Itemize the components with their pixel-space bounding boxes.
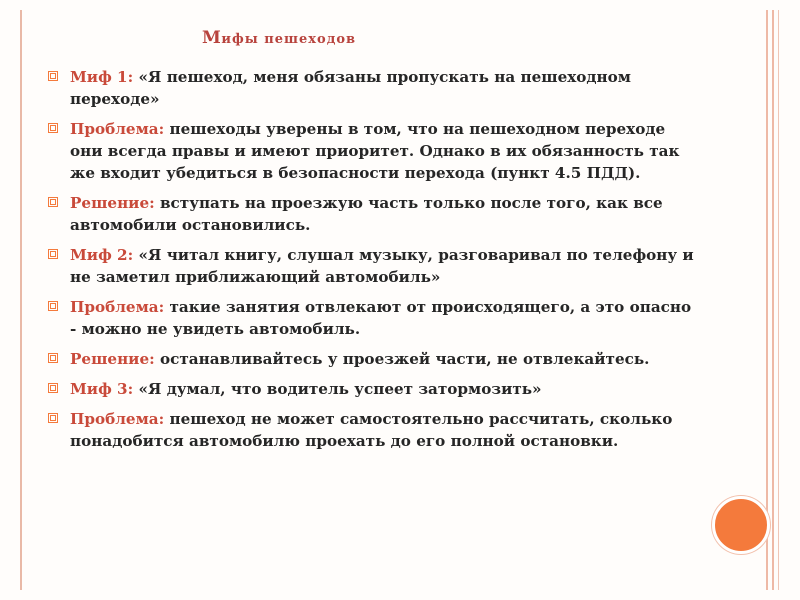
frame-right-line-3 (778, 10, 779, 590)
item-text: «Я думал, что водитель успеет затормозить» (133, 380, 542, 398)
item-text: пешеход не может самостоятельно рассчитать, сколько понадобится автомобилю проехать до его полной остановки. (70, 410, 673, 450)
bullet-icon (48, 71, 58, 81)
item-label: Решение: (70, 194, 155, 212)
bullet-icon (48, 197, 58, 207)
frame-right-line-2 (772, 10, 774, 590)
item-label: Миф 1: (70, 68, 134, 86)
item-text: такие занятия отвлекают от происходящего, а это опасно - можно не увидеть автомобиль. (70, 298, 692, 338)
item-label: Миф 3: (70, 380, 134, 398)
item-label: Решение: (70, 350, 155, 368)
list-item (48, 244, 698, 288)
item-text: останавливайтесь у проезжей части, не отвлекайтесь. (154, 350, 650, 368)
item-text: «Я читал книгу, слушал музыку, разговаривал по телефону и не заметил приближающий автомобиль» (70, 246, 694, 286)
bullet-icon (48, 353, 58, 363)
bullet-icon (48, 123, 58, 133)
bullet-list (48, 66, 698, 460)
list-item (48, 66, 698, 110)
item-text: вступать на проезжую часть только после того, как все автомобили остановились. (70, 194, 663, 234)
bullet-icon (48, 413, 58, 423)
item-text: «Я пешеход, меня обязаны пропускать на пешеходном переходе» (70, 68, 631, 108)
title-cap: М (202, 28, 222, 48)
item-label: Проблема: (70, 410, 165, 428)
list-item (48, 296, 698, 340)
bullet-icon (48, 301, 58, 311)
list-item (48, 118, 698, 184)
item-label: Проблема: (70, 120, 165, 138)
bullet-icon (48, 383, 58, 393)
item-label: Проблема: (70, 298, 165, 316)
title-rest: ифы пешеходов (221, 32, 357, 47)
frame-left-line (20, 10, 22, 590)
item-text: пешеходы уверены в том, что на пешеходном переходе они всегда правы и имеют приоритет. Однако в их обязанность так же входит убедиться в безопасности перехода (пункт 4.5 ПДД). (70, 120, 680, 182)
slide-title (202, 28, 356, 48)
frame-right-line-1 (766, 10, 768, 590)
item-label: Миф 2: (70, 246, 134, 264)
bullet-icon (48, 249, 58, 259)
list-item (48, 192, 698, 236)
list-item (48, 348, 698, 370)
list-item (48, 378, 698, 400)
decorative-orange-circle (712, 496, 770, 554)
list-item (48, 408, 698, 452)
